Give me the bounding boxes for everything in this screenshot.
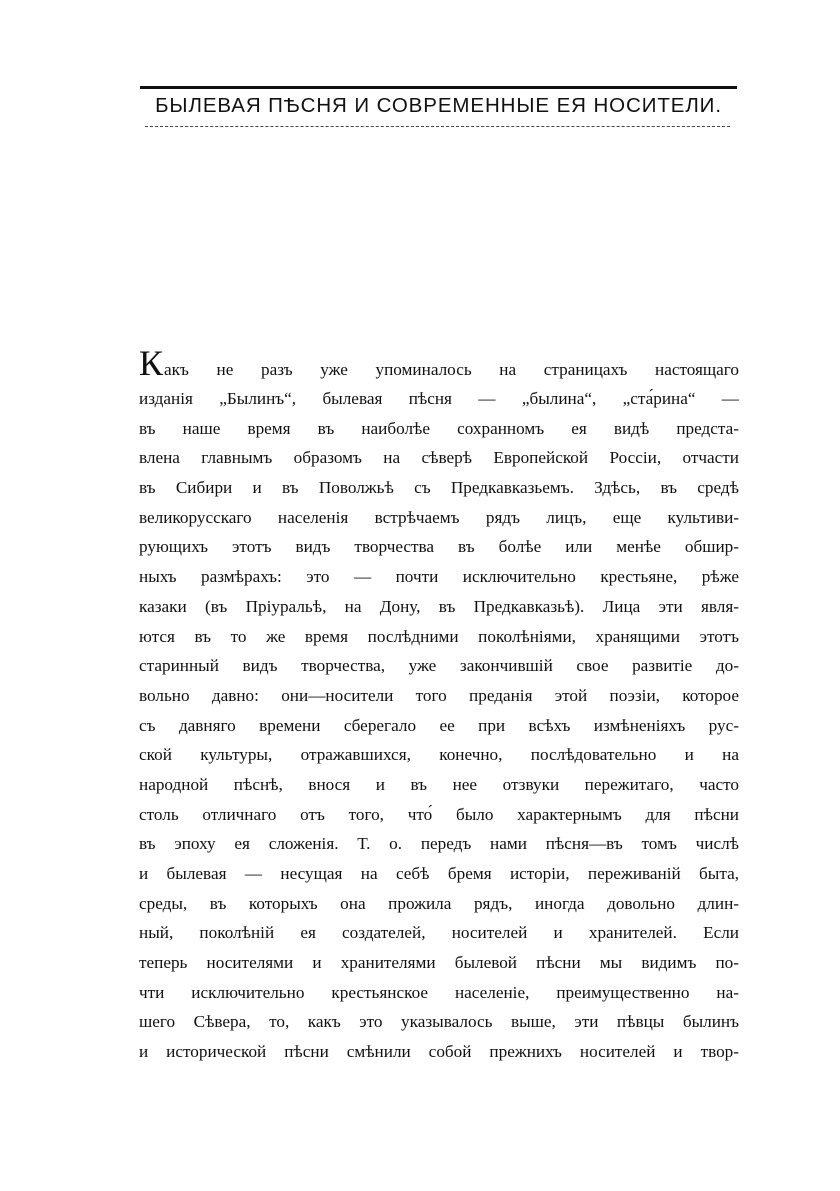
text-line xyxy=(139,345,739,384)
text-line: среды, въ которыхъ она прожила рядъ, иногда довольно длин- xyxy=(139,893,739,913)
header-bottom-rule xyxy=(145,126,730,127)
body-text xyxy=(139,345,739,1067)
text-line: народной пѣснѣ, внося и въ нее отзвуки пережитаго, часто xyxy=(139,774,739,794)
text-line: столь отличнаго отъ того, что́ было характернымъ для пѣсни xyxy=(139,804,739,824)
text-line: казаки (въ Пріуральѣ, на Дону, въ Предкавказьѣ). Лица эти явля- xyxy=(139,596,739,616)
text-line: ный, поколѣній ея создателей, носителей и хранителей. Если xyxy=(139,923,739,943)
text-line: теперь носителями и хранителями былевой пѣсни мы видимъ по- xyxy=(139,953,739,973)
text-line: ются въ то же время послѣдними поколѣніями, хранящими этотъ xyxy=(139,626,739,646)
first-line-text: акъ не разъ уже упоминалось на страницахъ настоящаго xyxy=(164,360,739,379)
header-top-rule xyxy=(140,86,737,89)
text-line: ныхъ размѣрахъ: это — почти исключительно крестьяне, рѣже xyxy=(139,567,739,587)
text-line: великорусскаго населенія встрѣчаемъ рядъ лицъ, еще культиви- xyxy=(139,507,739,527)
text-line: шего Сѣвера, то, какъ это указывалось выше, эти пѣвцы былинъ xyxy=(139,1012,739,1032)
text-line: старинный видъ творчества, уже закончившій свое развитіе до- xyxy=(139,656,739,676)
text-line: въ наше время въ наиболѣе сохранномъ ея видѣ предста- xyxy=(139,418,739,438)
text-line: съ давняго времени сберегало ее при всѣхъ измѣненіяхъ рус- xyxy=(139,715,739,735)
text-line: чти исключительно крестьянское населеніе, преимущественно на- xyxy=(139,982,739,1002)
text-line: ской культуры, отражавшихся, конечно, послѣдовательно и на xyxy=(139,745,739,765)
chapter-heading: БЫЛЕВАЯ ПѢСНЯ И СОВРЕМЕННЫЕ ЕЯ НОСИТЕЛИ. xyxy=(155,94,722,117)
text-line: въ эпоху ея сложенія. Т. о. передъ нами пѣсня—въ томъ числѣ xyxy=(139,834,739,854)
text-line: изданія „Былинъ“, былевая пѣсня — „былина“, „ста́рина“ — xyxy=(139,389,739,408)
text-line: влена главнымъ образомъ на сѣверѣ Европейской Россіи, отчасти xyxy=(139,448,739,468)
text-line: въ Сибири и въ Поволжьѣ съ Предкавказьемъ. Здѣсь, въ средѣ xyxy=(139,478,739,498)
drop-cap: К xyxy=(139,343,164,383)
text-line: и исторической пѣсни смѣнили собой прежнихъ носителей и твор- xyxy=(139,1042,739,1062)
text-line: рующихъ этотъ видъ творчества въ болѣе или менѣе обшир- xyxy=(139,537,739,557)
text-line: и былевая — несущая на себѣ бремя исторіи, переживаній быта, xyxy=(139,864,739,883)
text-line: вольно давно: они—носители того преданія этой поэзіи, которое xyxy=(139,685,739,705)
